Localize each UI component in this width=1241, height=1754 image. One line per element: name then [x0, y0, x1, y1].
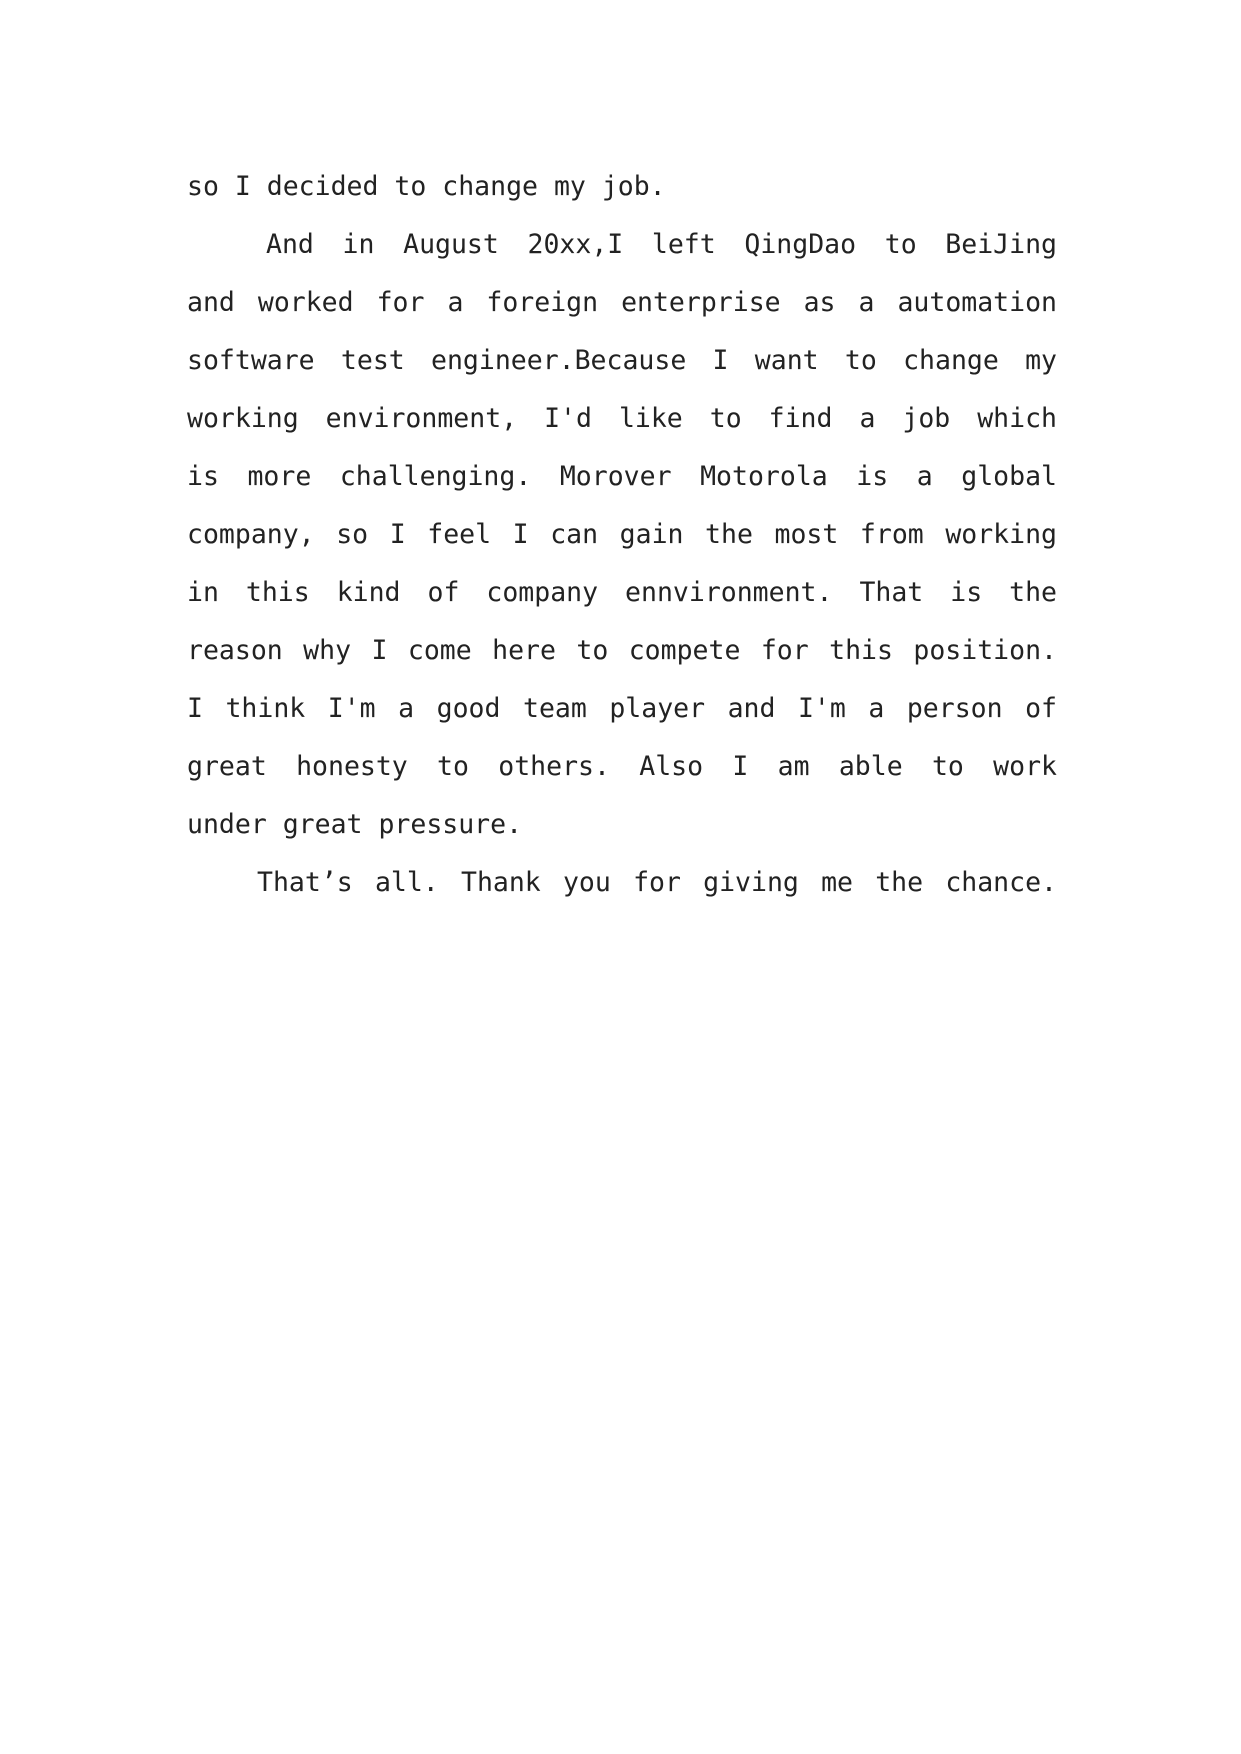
text-line: great honesty to others. Also I am able to work: [187, 751, 1057, 782]
text-line: and worked for a foreign enterprise as a automation: [187, 287, 1057, 318]
text-line: in this kind of company ennvironment. That is the: [187, 577, 1057, 608]
text-line: under great pressure.: [187, 809, 523, 840]
text-line: is more challenging. Morover Motorola is a global: [187, 461, 1057, 492]
text-line: I think I'm a good team player and I'm a person of: [187, 693, 1057, 724]
closing-line: That’s all. Thank you for giving me the chance.: [257, 867, 1057, 898]
text-line: software test engineer.Because I want to change my: [187, 345, 1057, 376]
document-body: [187, 158, 1057, 912]
text-line: so I decided to change my job.: [187, 171, 666, 202]
text-line: company, so I feel I can gain the most from working: [187, 519, 1057, 550]
text-line: reason why I come here to compete for this position.: [187, 635, 1057, 666]
text-line: working environment, I'd like to find a job which: [187, 403, 1057, 434]
paragraph-first-line: And in August 20xx,I left QingDao to BeiJing: [266, 229, 1057, 260]
